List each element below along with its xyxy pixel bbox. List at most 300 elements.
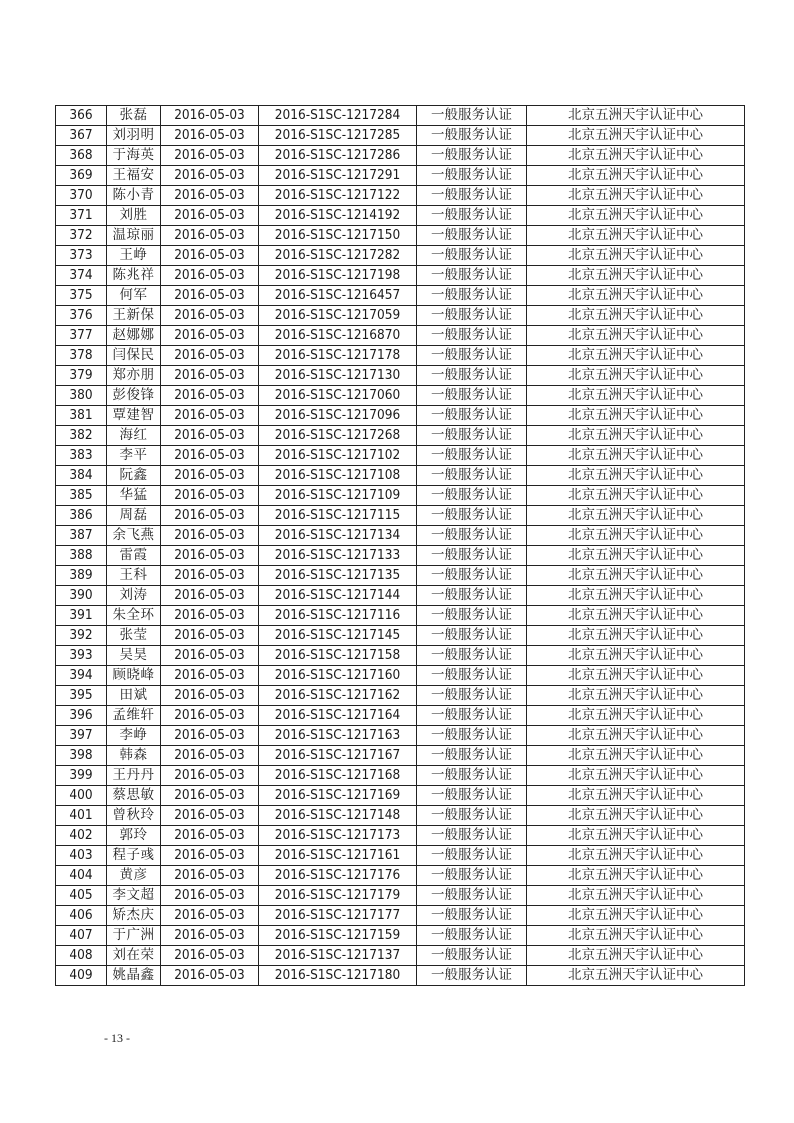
certification-type-cell: 一般服务认证 [417, 966, 527, 986]
table-row [56, 186, 745, 206]
certificate-number-cell: 2016-S1SC-1217167 [259, 746, 417, 766]
table-row [56, 666, 745, 686]
certification-type-cell: 一般服务认证 [417, 626, 527, 646]
certification-type-cell: 一般服务认证 [417, 406, 527, 426]
table-row [56, 226, 745, 246]
holder-name-cell: 王丹丹 [107, 766, 161, 786]
certification-type-cell: 一般服务认证 [417, 566, 527, 586]
holder-name-cell: 郭玲 [107, 826, 161, 846]
certificate-number-cell: 2016-S1SC-1217135 [259, 566, 417, 586]
certificate-number-cell: 2016-S1SC-1217133 [259, 546, 417, 566]
issue-date-cell: 2016-05-03 [161, 146, 259, 166]
holder-name-cell: 程子彧 [107, 846, 161, 866]
issue-date-cell: 2016-05-03 [161, 446, 259, 466]
certificate-number-cell: 2016-S1SC-1217179 [259, 886, 417, 906]
serial-number-cell: 370 [56, 186, 107, 206]
holder-name-cell: 王科 [107, 566, 161, 586]
certification-body-cell: 北京五洲天宇认证中心 [527, 126, 745, 146]
issue-date-cell: 2016-05-03 [161, 346, 259, 366]
table-row [56, 446, 745, 466]
certificate-number-cell: 2016-S1SC-1217116 [259, 606, 417, 626]
issue-date-cell: 2016-05-03 [161, 926, 259, 946]
certification-body-cell: 北京五洲天宇认证中心 [527, 726, 745, 746]
serial-number-cell: 382 [56, 426, 107, 446]
table-row [56, 966, 745, 986]
table-row [56, 506, 745, 526]
certificate-number-cell: 2016-S1SC-1217059 [259, 306, 417, 326]
holder-name-cell: 张莹 [107, 626, 161, 646]
certification-type-cell: 一般服务认证 [417, 126, 527, 146]
certification-type-cell: 一般服务认证 [417, 606, 527, 626]
issue-date-cell: 2016-05-03 [161, 466, 259, 486]
serial-number-cell: 376 [56, 306, 107, 326]
serial-number-cell: 392 [56, 626, 107, 646]
serial-number-cell: 366 [56, 106, 107, 126]
certification-body-cell: 北京五洲天宇认证中心 [527, 466, 745, 486]
certificate-number-cell: 2016-S1SC-1217060 [259, 386, 417, 406]
certification-register-table [55, 105, 745, 986]
certification-body-cell: 北京五洲天宇认证中心 [527, 226, 745, 246]
serial-number-cell: 375 [56, 286, 107, 306]
certification-type-cell: 一般服务认证 [417, 586, 527, 606]
certificate-number-cell: 2016-S1SC-1217130 [259, 366, 417, 386]
serial-number-cell: 389 [56, 566, 107, 586]
table-row [56, 946, 745, 966]
table-row [56, 166, 745, 186]
serial-number-cell: 372 [56, 226, 107, 246]
certification-body-cell: 北京五洲天宇认证中心 [527, 706, 745, 726]
holder-name-cell: 阮鑫 [107, 466, 161, 486]
certificate-number-cell: 2016-S1SC-1217137 [259, 946, 417, 966]
certification-type-cell: 一般服务认证 [417, 546, 527, 566]
holder-name-cell: 王新保 [107, 306, 161, 326]
certificate-number-cell: 2016-S1SC-1217134 [259, 526, 417, 546]
table-row [56, 606, 745, 626]
certification-type-cell: 一般服务认证 [417, 666, 527, 686]
certification-body-cell: 北京五洲天宇认证中心 [527, 646, 745, 666]
serial-number-cell: 403 [56, 846, 107, 866]
certification-type-cell: 一般服务认证 [417, 866, 527, 886]
table-row [56, 306, 745, 326]
certification-body-cell: 北京五洲天宇认证中心 [527, 826, 745, 846]
certification-body-cell: 北京五洲天宇认证中心 [527, 786, 745, 806]
certification-type-cell: 一般服务认证 [417, 286, 527, 306]
certificate-number-cell: 2016-S1SC-1217285 [259, 126, 417, 146]
serial-number-cell: 395 [56, 686, 107, 706]
certification-body-cell: 北京五洲天宇认证中心 [527, 386, 745, 406]
issue-date-cell: 2016-05-03 [161, 206, 259, 226]
certification-body-cell: 北京五洲天宇认证中心 [527, 766, 745, 786]
issue-date-cell: 2016-05-03 [161, 606, 259, 626]
table-row [56, 726, 745, 746]
certificate-number-cell: 2016-S1SC-1217168 [259, 766, 417, 786]
holder-name-cell: 田斌 [107, 686, 161, 706]
certification-body-cell: 北京五洲天宇认证中心 [527, 266, 745, 286]
issue-date-cell: 2016-05-03 [161, 366, 259, 386]
certificate-number-cell: 2016-S1SC-1217160 [259, 666, 417, 686]
certificate-number-cell: 2016-S1SC-1217162 [259, 686, 417, 706]
certification-type-cell: 一般服务认证 [417, 246, 527, 266]
certification-body-cell: 北京五洲天宇认证中心 [527, 446, 745, 466]
serial-number-cell: 386 [56, 506, 107, 526]
table-row [56, 106, 745, 126]
certification-body-cell: 北京五洲天宇认证中心 [527, 106, 745, 126]
certification-type-cell: 一般服务认证 [417, 906, 527, 926]
certification-body-cell: 北京五洲天宇认证中心 [527, 886, 745, 906]
holder-name-cell: 陈小青 [107, 186, 161, 206]
certification-body-cell: 北京五洲天宇认证中心 [527, 206, 745, 226]
certificate-number-cell: 2016-S1SC-1217145 [259, 626, 417, 646]
issue-date-cell: 2016-05-03 [161, 286, 259, 306]
holder-name-cell: 刘羽明 [107, 126, 161, 146]
certification-type-cell: 一般服务认证 [417, 846, 527, 866]
issue-date-cell: 2016-05-03 [161, 186, 259, 206]
certification-body-cell: 北京五洲天宇认证中心 [527, 286, 745, 306]
table-row [56, 806, 745, 826]
certification-type-cell: 一般服务认证 [417, 706, 527, 726]
certification-type-cell: 一般服务认证 [417, 746, 527, 766]
serial-number-cell: 402 [56, 826, 107, 846]
certification-body-cell: 北京五洲天宇认证中心 [527, 746, 745, 766]
certification-body-cell: 北京五洲天宇认证中心 [527, 406, 745, 426]
holder-name-cell: 顾晓峰 [107, 666, 161, 686]
holder-name-cell: 刘在荣 [107, 946, 161, 966]
serial-number-cell: 396 [56, 706, 107, 726]
table-row [56, 206, 745, 226]
certification-body-cell: 北京五洲天宇认证中心 [527, 606, 745, 626]
table-row [56, 146, 745, 166]
holder-name-cell: 刘胜 [107, 206, 161, 226]
issue-date-cell: 2016-05-03 [161, 406, 259, 426]
holder-name-cell: 黄彦 [107, 866, 161, 886]
certificate-number-cell: 2016-S1SC-1217169 [259, 786, 417, 806]
table-row [56, 526, 745, 546]
holder-name-cell: 赵娜娜 [107, 326, 161, 346]
certificate-number-cell: 2016-S1SC-1217291 [259, 166, 417, 186]
certification-body-cell: 北京五洲天宇认证中心 [527, 586, 745, 606]
serial-number-cell: 374 [56, 266, 107, 286]
certification-type-cell: 一般服务认证 [417, 726, 527, 746]
serial-number-cell: 397 [56, 726, 107, 746]
table-row [56, 706, 745, 726]
issue-date-cell: 2016-05-03 [161, 706, 259, 726]
table-row [56, 246, 745, 266]
certification-body-cell: 北京五洲天宇认证中心 [527, 626, 745, 646]
certification-type-cell: 一般服务认证 [417, 206, 527, 226]
certificate-number-cell: 2016-S1SC-1217158 [259, 646, 417, 666]
issue-date-cell: 2016-05-03 [161, 786, 259, 806]
table-row [56, 866, 745, 886]
serial-number-cell: 406 [56, 906, 107, 926]
serial-number-cell: 401 [56, 806, 107, 826]
issue-date-cell: 2016-05-03 [161, 766, 259, 786]
holder-name-cell: 李平 [107, 446, 161, 466]
issue-date-cell: 2016-05-03 [161, 886, 259, 906]
certificate-number-cell: 2016-S1SC-1217096 [259, 406, 417, 426]
holder-name-cell: 王福安 [107, 166, 161, 186]
issue-date-cell: 2016-05-03 [161, 726, 259, 746]
certification-body-cell: 北京五洲天宇认证中心 [527, 506, 745, 526]
certification-body-cell: 北京五洲天宇认证中心 [527, 306, 745, 326]
certification-body-cell: 北京五洲天宇认证中心 [527, 326, 745, 346]
certification-type-cell: 一般服务认证 [417, 426, 527, 446]
certificate-number-cell: 2016-S1SC-1217108 [259, 466, 417, 486]
table-row [56, 386, 745, 406]
serial-number-cell: 391 [56, 606, 107, 626]
certificate-number-cell: 2016-S1SC-1217173 [259, 826, 417, 846]
certification-type-cell: 一般服务认证 [417, 106, 527, 126]
serial-number-cell: 369 [56, 166, 107, 186]
table-row [56, 326, 745, 346]
certification-type-cell: 一般服务认证 [417, 306, 527, 326]
table-row [56, 846, 745, 866]
serial-number-cell: 383 [56, 446, 107, 466]
issue-date-cell: 2016-05-03 [161, 126, 259, 146]
issue-date-cell: 2016-05-03 [161, 966, 259, 986]
holder-name-cell: 温琼丽 [107, 226, 161, 246]
certificate-number-cell: 2016-S1SC-1217102 [259, 446, 417, 466]
certificate-number-cell: 2016-S1SC-1216457 [259, 286, 417, 306]
certification-body-cell: 北京五洲天宇认证中心 [527, 346, 745, 366]
certification-type-cell: 一般服务认证 [417, 526, 527, 546]
issue-date-cell: 2016-05-03 [161, 626, 259, 646]
certification-type-cell: 一般服务认证 [417, 366, 527, 386]
certification-type-cell: 一般服务认证 [417, 506, 527, 526]
issue-date-cell: 2016-05-03 [161, 326, 259, 346]
certificate-number-cell: 2016-S1SC-1217198 [259, 266, 417, 286]
serial-number-cell: 377 [56, 326, 107, 346]
holder-name-cell: 朱全环 [107, 606, 161, 626]
table-row [56, 786, 745, 806]
holder-name-cell: 吴昊 [107, 646, 161, 666]
certification-type-cell: 一般服务认证 [417, 186, 527, 206]
certification-type-cell: 一般服务认证 [417, 166, 527, 186]
certificate-number-cell: 2016-S1SC-1217176 [259, 866, 417, 886]
certification-type-cell: 一般服务认证 [417, 326, 527, 346]
table-row [56, 486, 745, 506]
table-row [56, 126, 745, 146]
holder-name-cell: 曾秋玲 [107, 806, 161, 826]
serial-number-cell: 400 [56, 786, 107, 806]
table-row [56, 546, 745, 566]
serial-number-cell: 390 [56, 586, 107, 606]
certificate-number-cell: 2016-S1SC-1216870 [259, 326, 417, 346]
certificate-number-cell: 2016-S1SC-1217180 [259, 966, 417, 986]
table-row [56, 746, 745, 766]
certification-body-cell: 北京五洲天宇认证中心 [527, 906, 745, 926]
certification-type-cell: 一般服务认证 [417, 646, 527, 666]
serial-number-cell: 409 [56, 966, 107, 986]
certification-body-cell: 北京五洲天宇认证中心 [527, 926, 745, 946]
table-row [56, 826, 745, 846]
issue-date-cell: 2016-05-03 [161, 386, 259, 406]
certification-type-cell: 一般服务认证 [417, 806, 527, 826]
table-row [56, 926, 745, 946]
certification-type-cell: 一般服务认证 [417, 346, 527, 366]
certification-body-cell: 北京五洲天宇认证中心 [527, 666, 745, 686]
certification-body-cell: 北京五洲天宇认证中心 [527, 846, 745, 866]
issue-date-cell: 2016-05-03 [161, 106, 259, 126]
certificate-number-cell: 2016-S1SC-1217284 [259, 106, 417, 126]
holder-name-cell: 刘涛 [107, 586, 161, 606]
certificate-number-cell: 2016-S1SC-1217286 [259, 146, 417, 166]
certificate-number-cell: 2016-S1SC-1217282 [259, 246, 417, 266]
certification-type-cell: 一般服务认证 [417, 946, 527, 966]
holder-name-cell: 何军 [107, 286, 161, 306]
holder-name-cell: 矫杰庆 [107, 906, 161, 926]
serial-number-cell: 384 [56, 466, 107, 486]
serial-number-cell: 385 [56, 486, 107, 506]
certification-type-cell: 一般服务认证 [417, 886, 527, 906]
issue-date-cell: 2016-05-03 [161, 426, 259, 446]
certification-type-cell: 一般服务认证 [417, 486, 527, 506]
holder-name-cell: 海红 [107, 426, 161, 446]
issue-date-cell: 2016-05-03 [161, 746, 259, 766]
holder-name-cell: 覃建智 [107, 406, 161, 426]
issue-date-cell: 2016-05-03 [161, 686, 259, 706]
register-table-body [56, 106, 745, 986]
holder-name-cell: 于广洲 [107, 926, 161, 946]
serial-number-cell: 404 [56, 866, 107, 886]
serial-number-cell: 405 [56, 886, 107, 906]
table-row [56, 586, 745, 606]
certification-body-cell: 北京五洲天宇认证中心 [527, 806, 745, 826]
register-sheet [55, 105, 745, 986]
holder-name-cell: 郑亦朋 [107, 366, 161, 386]
table-row [56, 406, 745, 426]
issue-date-cell: 2016-05-03 [161, 306, 259, 326]
issue-date-cell: 2016-05-03 [161, 646, 259, 666]
holder-name-cell: 李文超 [107, 886, 161, 906]
certificate-number-cell: 2016-S1SC-1217109 [259, 486, 417, 506]
table-row [56, 766, 745, 786]
certificate-number-cell: 2016-S1SC-1217163 [259, 726, 417, 746]
holder-name-cell: 周磊 [107, 506, 161, 526]
certificate-number-cell: 2016-S1SC-1217115 [259, 506, 417, 526]
serial-number-cell: 373 [56, 246, 107, 266]
holder-name-cell: 余飞燕 [107, 526, 161, 546]
certification-type-cell: 一般服务认证 [417, 466, 527, 486]
issue-date-cell: 2016-05-03 [161, 666, 259, 686]
certificate-number-cell: 2016-S1SC-1217164 [259, 706, 417, 726]
issue-date-cell: 2016-05-03 [161, 866, 259, 886]
holder-name-cell: 于海英 [107, 146, 161, 166]
certificate-number-cell: 2016-S1SC-1217161 [259, 846, 417, 866]
holder-name-cell: 王峥 [107, 246, 161, 266]
certificate-number-cell: 2016-S1SC-1217148 [259, 806, 417, 826]
holder-name-cell: 李峥 [107, 726, 161, 746]
certification-type-cell: 一般服务认证 [417, 686, 527, 706]
issue-date-cell: 2016-05-03 [161, 826, 259, 846]
certification-body-cell: 北京五洲天宇认证中心 [527, 866, 745, 886]
serial-number-cell: 371 [56, 206, 107, 226]
table-row [56, 626, 745, 646]
serial-number-cell: 367 [56, 126, 107, 146]
table-row [56, 426, 745, 446]
serial-number-cell: 393 [56, 646, 107, 666]
issue-date-cell: 2016-05-03 [161, 586, 259, 606]
issue-date-cell: 2016-05-03 [161, 166, 259, 186]
holder-name-cell: 陈兆祥 [107, 266, 161, 286]
certification-type-cell: 一般服务认证 [417, 786, 527, 806]
table-row [56, 346, 745, 366]
table-row [56, 886, 745, 906]
issue-date-cell: 2016-05-03 [161, 526, 259, 546]
certification-body-cell: 北京五洲天宇认证中心 [527, 166, 745, 186]
table-row [56, 266, 745, 286]
serial-number-cell: 378 [56, 346, 107, 366]
certification-body-cell: 北京五洲天宇认证中心 [527, 366, 745, 386]
table-row [56, 366, 745, 386]
serial-number-cell: 368 [56, 146, 107, 166]
serial-number-cell: 380 [56, 386, 107, 406]
issue-date-cell: 2016-05-03 [161, 546, 259, 566]
issue-date-cell: 2016-05-03 [161, 806, 259, 826]
issue-date-cell: 2016-05-03 [161, 566, 259, 586]
certification-body-cell: 北京五洲天宇认证中心 [527, 966, 745, 986]
issue-date-cell: 2016-05-03 [161, 906, 259, 926]
certification-body-cell: 北京五洲天宇认证中心 [527, 566, 745, 586]
table-row [56, 646, 745, 666]
table-row [56, 686, 745, 706]
issue-date-cell: 2016-05-03 [161, 846, 259, 866]
serial-number-cell: 381 [56, 406, 107, 426]
certification-type-cell: 一般服务认证 [417, 226, 527, 246]
issue-date-cell: 2016-05-03 [161, 246, 259, 266]
certification-body-cell: 北京五洲天宇认证中心 [527, 246, 745, 266]
issue-date-cell: 2016-05-03 [161, 506, 259, 526]
certificate-number-cell: 2016-S1SC-1217268 [259, 426, 417, 446]
certification-body-cell: 北京五洲天宇认证中心 [527, 526, 745, 546]
certification-type-cell: 一般服务认证 [417, 766, 527, 786]
certification-body-cell: 北京五洲天宇认证中心 [527, 946, 745, 966]
holder-name-cell: 雷霞 [107, 546, 161, 566]
serial-number-cell: 379 [56, 366, 107, 386]
page-number: - 13 - [104, 1031, 130, 1045]
serial-number-cell: 408 [56, 946, 107, 966]
serial-number-cell: 387 [56, 526, 107, 546]
certification-type-cell: 一般服务认证 [417, 926, 527, 946]
certificate-number-cell: 2016-S1SC-1214192 [259, 206, 417, 226]
holder-name-cell: 张磊 [107, 106, 161, 126]
certification-type-cell: 一般服务认证 [417, 266, 527, 286]
holder-name-cell: 闫保民 [107, 346, 161, 366]
certification-body-cell: 北京五洲天宇认证中心 [527, 546, 745, 566]
certification-type-cell: 一般服务认证 [417, 146, 527, 166]
issue-date-cell: 2016-05-03 [161, 486, 259, 506]
certification-body-cell: 北京五洲天宇认证中心 [527, 486, 745, 506]
certification-type-cell: 一般服务认证 [417, 826, 527, 846]
issue-date-cell: 2016-05-03 [161, 266, 259, 286]
certification-body-cell: 北京五洲天宇认证中心 [527, 186, 745, 206]
table-row [56, 286, 745, 306]
table-row [56, 466, 745, 486]
serial-number-cell: 407 [56, 926, 107, 946]
certification-type-cell: 一般服务认证 [417, 386, 527, 406]
certificate-number-cell: 2016-S1SC-1217150 [259, 226, 417, 246]
serial-number-cell: 388 [56, 546, 107, 566]
table-row [56, 566, 745, 586]
holder-name-cell: 韩森 [107, 746, 161, 766]
issue-date-cell: 2016-05-03 [161, 226, 259, 246]
certificate-number-cell: 2016-S1SC-1217159 [259, 926, 417, 946]
holder-name-cell: 彭俊锋 [107, 386, 161, 406]
certificate-number-cell: 2016-S1SC-1217178 [259, 346, 417, 366]
holder-name-cell: 蔡思敏 [107, 786, 161, 806]
table-row [56, 906, 745, 926]
certification-body-cell: 北京五洲天宇认证中心 [527, 686, 745, 706]
certification-body-cell: 北京五洲天宇认证中心 [527, 426, 745, 446]
